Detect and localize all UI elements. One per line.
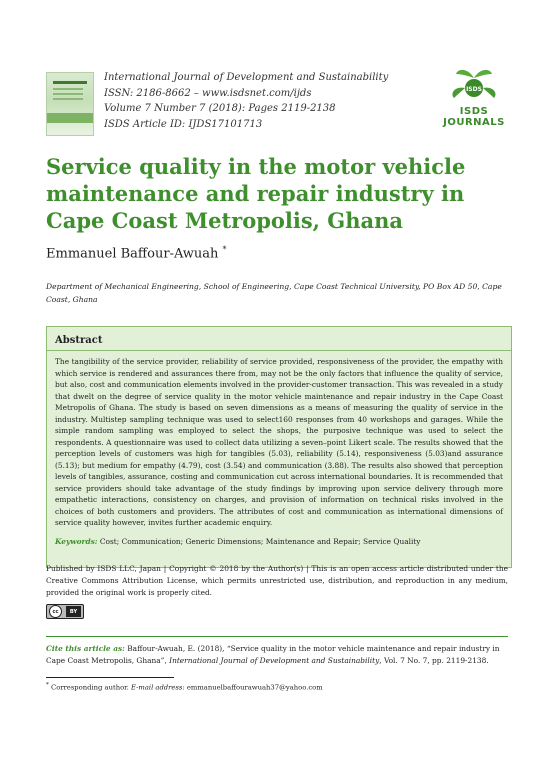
citation-suffix: , Vol. 7 No. 7, pp. 2119-2138.	[379, 656, 489, 665]
svg-text:ISDS: ISDS	[466, 86, 482, 93]
citation-journal: International Journal of Development and Sustainability	[169, 656, 380, 665]
footnote-label: Corresponding author.	[51, 683, 129, 692]
author-name-text: Emmanuel Baffour-Awuah	[46, 246, 219, 262]
isds-journals-logo	[440, 64, 508, 132]
volume-line: Volume 7 Number 7 (2018): Pages 2119-2138	[104, 103, 336, 114]
email-address[interactable]: emmanuelbaffourawuah37@yahoo.com	[186, 683, 323, 692]
author-mark: *	[222, 245, 227, 254]
footnote	[46, 682, 323, 691]
abstract-text: The tangibility of the service provider, reliability of service provided, responsiveness of the provider, the empathy with which service is rendered and assurances there from, may not be the only factors that influence the quality of service, but also, cost and communication elements involved in the provider-customer transaction. This was revealed in a study that dwelt on the degree of service quality in the motor vehicle maintenance and repair industry in the Cape Coast Metropolis of Ghana. The study is based on seven dimensions as a means of measuring the quality of service in the industry. Multistep sampling technique was used to select160 responses from 40 workshops and garages. While the simple random sampling was employed to select the shops, the purposive technique was used to select the respondents. A questionnaire was used to collect data utilizing a seven–point Likert scale. The results showed that the perception levels of customers was high for tangibles (5.03), reliability (5.14), responsiveness (5.03)and assurance (5.13); but medium for empathy (4.79), cost (3.54) and communication (3.88). The results also showed that perception levels of tangibles, assurance, costing and communication cut across international boundaries. It is recommended that service providers should take advantage of the study findings by improving upon service delivery through more empathetic interactions, consistency on charges, and provision of information on technical risks involved in the choices of both customers and providers. The attributes of cost and communication as international dimensions of service quality however, invites further academic enquiry.	[55, 357, 503, 527]
keywords-list: Cost; Communication; Generic Dimensions; Maintenance and Repair; Service Quality	[99, 536, 421, 546]
leaf-logo-icon	[440, 64, 508, 108]
journal-name: International Journal of Development and Sustainability	[104, 72, 389, 83]
email-label: E-mail address:	[131, 683, 185, 692]
citation-text: Baffour-Awuah, E. (2018), “Service quality in the motor vehicle maintenance and repair industry in Cape Coast Metropolis, Ghana”,	[46, 644, 500, 665]
footnote-divider	[46, 677, 174, 678]
logo-text: ISDS JOURNALS	[443, 106, 505, 128]
issn-line: ISSN: 2186-8662 – www.isdsnet.com/ijds	[104, 87, 312, 99]
divider	[46, 636, 508, 637]
article-title: Service quality in the motor vehicle maintenance and repair industry in Cape Coast Metropolis, Ghana	[46, 154, 466, 233]
abstract-heading: Abstract	[47, 335, 511, 351]
cc-icon: cc	[49, 605, 62, 618]
article-id-line: ISDS Article ID: IJDS17101713	[104, 118, 263, 130]
footnote-mark: *	[46, 682, 49, 688]
keywords	[55, 536, 503, 547]
author-affiliation: Department of Mechanical Engineering, School of Engineering, Cape Coast Technical University, PO Box AD 50, Cape Coast, Ghana	[46, 282, 502, 304]
creative-commons-badge[interactable]	[46, 604, 84, 619]
author-name	[46, 245, 227, 261]
by-icon: BY	[66, 606, 81, 617]
journal-cover-image	[46, 72, 94, 136]
journal-info	[104, 70, 388, 132]
abstract-box	[46, 326, 512, 568]
citation-label: Cite this article as:	[46, 644, 125, 653]
license-statement: Published by ISDS LLC, Japan | Copyright © 2018 by the Author(s) | This is an open access article distributed under the Creative Commons Attribution License, which permits unrestricted use, distribution, and reproduction in any medium, provided the original work is properly cited.	[46, 564, 508, 597]
citation	[46, 643, 508, 667]
keywords-label: Keywords:	[55, 536, 98, 546]
